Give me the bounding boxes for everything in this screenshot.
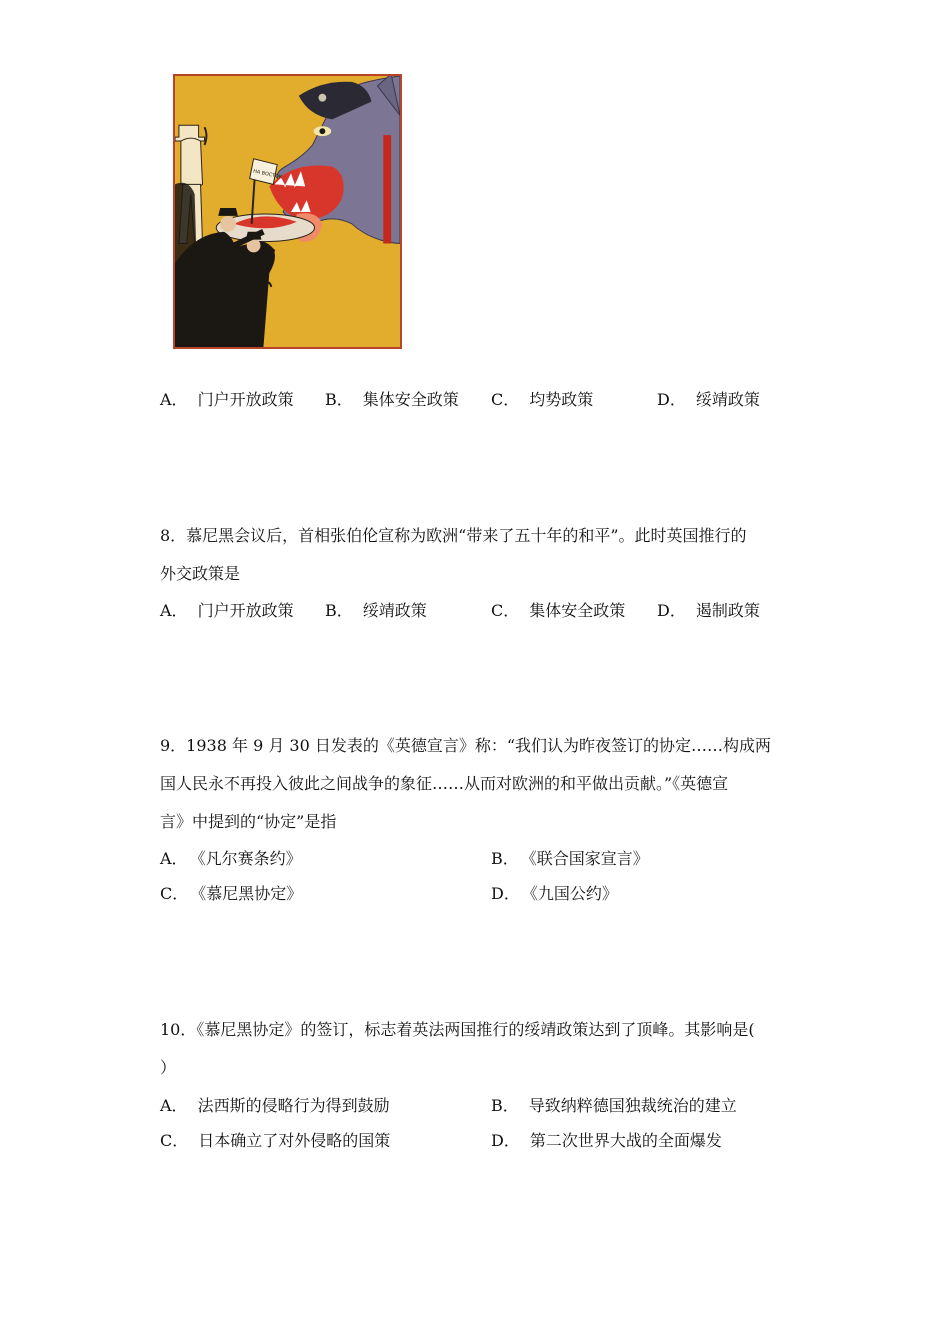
q10-option-a[interactable] <box>160 1093 390 1116</box>
option-text: 导致纳粹德国独裁统治的建立 <box>528 1096 737 1115</box>
option-letter: B． <box>491 1096 519 1115</box>
q8-options <box>160 598 800 622</box>
q7-options <box>160 387 800 411</box>
q9-option-a[interactable] <box>160 846 302 869</box>
option-text: 均势政策 <box>529 390 594 409</box>
option-letter: A． <box>160 1096 188 1115</box>
q7-option-a[interactable] <box>160 387 294 410</box>
option-letter: C． <box>160 884 189 903</box>
option-letter: B． <box>325 390 353 409</box>
option-text: 《慕尼黑协定》 <box>198 884 303 903</box>
q8-option-b[interactable] <box>325 598 427 621</box>
option-text: 遏制政策 <box>695 601 760 620</box>
q9-line-3: 言》中提到的“协定”是指 <box>160 812 337 831</box>
q8-option-a[interactable] <box>160 598 294 621</box>
q10-option-b[interactable] <box>491 1093 737 1116</box>
q8-option-c[interactable] <box>491 598 625 621</box>
q10-line-1: 10．《慕尼黑协定》的签订，标志着英法两国推行的绥靖政策达到了顶峰。其影响是( <box>160 1020 755 1039</box>
option-text: 《九国公约》 <box>529 884 618 903</box>
option-text: 集体安全政策 <box>529 601 626 620</box>
q9-line-2: 国人民永不再投入彼此之间战争的象征……从而对欧洲的和平做出贡献。”《英德宣 <box>160 774 729 793</box>
q10-stem <box>160 1011 800 1087</box>
q8-line-2: 外交政策是 <box>160 564 241 583</box>
q10-options-row-1 <box>160 1093 800 1117</box>
q9-options-row-1 <box>160 846 800 870</box>
q7-option-d[interactable] <box>657 387 760 410</box>
option-letter: C． <box>160 1131 189 1150</box>
option-letter: A． <box>160 601 188 620</box>
option-letter: B． <box>325 601 353 620</box>
option-letter: C． <box>491 601 520 620</box>
q10-line-2: ） <box>160 1058 177 1077</box>
q9-option-b[interactable] <box>491 846 649 869</box>
option-letter: A． <box>160 390 188 409</box>
option-text: 《凡尔赛条约》 <box>197 849 302 868</box>
option-letter: D． <box>491 884 520 903</box>
option-letter: B． <box>491 849 519 868</box>
q10-option-c[interactable] <box>160 1128 390 1151</box>
q8-line-1: 8．慕尼黑会议后，首相张伯伦宣称为欧洲“带来了五十年的和平”。此时英国推行的 <box>160 526 747 545</box>
q8-stem <box>160 517 800 593</box>
q7-option-b[interactable] <box>325 387 459 410</box>
cartoon-sign-text: НА ВОСТОК <box>252 168 283 181</box>
q8-option-d[interactable] <box>657 598 760 621</box>
option-text: 绥靖政策 <box>695 390 760 409</box>
q7-option-c[interactable] <box>491 387 593 410</box>
q10-options-row-2 <box>160 1128 800 1152</box>
option-letter: C． <box>491 390 520 409</box>
q9-stem <box>160 727 800 841</box>
q9-line-1: 9．1938 年 9 月 30 日发表的《英德宣言》称：“我们认为昨夜签订的协定……构成两 <box>160 736 772 755</box>
cartoon-illustration <box>175 76 400 347</box>
option-letter: D． <box>657 601 686 620</box>
q9-options-row-2 <box>160 881 800 905</box>
option-text: 绥靖政策 <box>362 601 427 620</box>
option-text: 《联合国家宣言》 <box>528 849 649 868</box>
option-text: 门户开放政策 <box>197 390 294 409</box>
cartoon-image <box>173 74 402 349</box>
option-text: 第二次世界大战的全面爆发 <box>529 1131 722 1150</box>
option-text: 日本确立了对外侵略的国策 <box>198 1131 391 1150</box>
option-text: 门户开放政策 <box>197 601 294 620</box>
option-text: 法西斯的侵略行为得到鼓励 <box>197 1096 390 1115</box>
q9-option-d[interactable] <box>491 881 618 904</box>
option-letter: D． <box>491 1131 520 1150</box>
option-text: 集体安全政策 <box>362 390 459 409</box>
q9-option-c[interactable] <box>160 881 302 904</box>
option-letter: D． <box>657 390 686 409</box>
q10-option-d[interactable] <box>491 1128 722 1151</box>
option-letter: A． <box>160 849 188 868</box>
